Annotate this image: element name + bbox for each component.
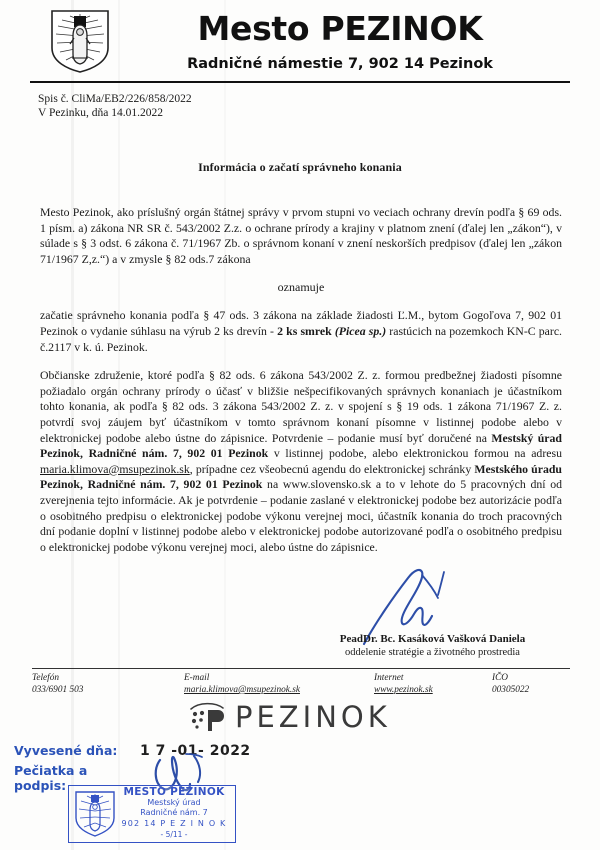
pezinok-wordmark: PEZINOK [235, 700, 391, 734]
reference-block [38, 92, 192, 120]
pezinok-brand-logo [185, 698, 391, 736]
footer-label-internet: Internet [374, 673, 404, 683]
document-body [40, 205, 562, 568]
footer-label-phone: Telefón [32, 673, 60, 683]
footer-label-ico: IČO [492, 673, 509, 683]
paragraph-proceeding-start [40, 308, 562, 355]
paragraph-legal-basis-text: Mesto Pezinok, ako príslušný orgán štátnej správy v prvom stupni vo veciach ochrany drevín podľa § 69 ods. 1 písm. a) zákona NR SR č. 543/2002 Z.z. o ochrane prírody a krajiny v platnom znení (ďalej len „zákon“), v súlade s § 3 odst. 6 zákona č. 71/1967 Zb. o správnom konaní v znení neskorších predpisov (ďalej len „zákon 71/1967 Z,z.“) a v zmysle § 82 ods.7 zákona [40, 205, 562, 266]
official-rubber-stamp [68, 785, 236, 843]
posting-stamp-label: Pečiatka a podpis: [14, 762, 88, 793]
contact-email-link[interactable]: maria.klimova@msupezinok.sk [40, 461, 190, 476]
organization-address: Radničné námestie 7, 902 14 Pezinok [187, 56, 493, 72]
association-text-a: Občianske združenie, ktoré podľa § 82 ods. 6 zákona 543/2002 Z. z. formou predbežnej žiadosti písomne požiadalo orgán ochrany prírody o účasť v bližšie nešpecifikovaných správnych konaniach je účastníkom tohto konania, ak podľa § 82 ods. 3 zákona 543/2002 Z. z. v spojení s § 19 ods. 1 zákona 71/1967 Z. z. potvrdí svoj záujem byť účastníkom v tomto správnom konaní písomne v listinnej podobe alebo v elektronickej podobe alebo ústne do zápisnice. Potvrdenie – podanie musí byť doručené na [40, 368, 562, 445]
stamp-line-street: Radničné nám. 7 [140, 808, 208, 818]
signer-department: oddelenie stratégie a životného prostredia [345, 647, 520, 658]
announcement-keyword: oznamuje [277, 280, 325, 295]
stamp-line-office: Mestský úrad [147, 797, 201, 807]
footer-value-internet[interactable]: www.pezinok.sk [374, 685, 433, 695]
association-text-d: na www.slovensko.sk a to v lehote do 5 pracovných dní od zverejnenia tejto informácie. Ak je potvrdenie – podanie zaslané v elektronickej podobe bez autorizácie podľa o osobitného predpisu o elektronickej podobe výkonu verejnej moci, účastník konania do troch pracovných dní podanie doplní v listinnej podobe alebo v elektronickej podobe autorizované podľa o osobitného predpisu o elektronickej podobe výkonu verejnej moci, alebo ústne do zápisnice. [40, 477, 563, 554]
stamp-line-city: MESTO PEZINOK [123, 786, 225, 799]
signer-name: PeadDr. Bc. Kasáková Vašková Daniela [339, 633, 526, 645]
letterhead-titles [120, 10, 560, 74]
tree-latin-name: (Picea sp.) [331, 323, 387, 338]
footer-column-ico [492, 672, 570, 696]
proceeding-text-b: rastúcich na pozemkoch KN-C parc. č.2117 v k. ú. Pezinok. [40, 323, 563, 354]
document-subject-title: Informácia o začatí správneho konania [198, 160, 402, 174]
place-and-date: V Pezinku, dňa 14.01.2022 [38, 107, 164, 119]
pezinok-coat-of-arms-icon [48, 8, 112, 74]
stamp-coat-of-arms-icon [73, 790, 117, 838]
office-address-electronic: Mestského úradu Pezinok, Radničné nám. 7, 902 01 Pezinok [40, 461, 562, 492]
file-number: Spis č. CliMa/EB2/226/858/2022 [38, 93, 192, 105]
tree-count-species: 2 ks smrek [277, 323, 332, 338]
association-text-c: , prípadne cez všeobecnú agendu do elektronickej schránky [189, 461, 475, 476]
footer-column-internet [374, 672, 492, 696]
footer-column-phone [32, 672, 184, 696]
paragraph-legal-basis [40, 205, 562, 267]
proceeding-text-a: začatie správneho konania podľa § 47 ods. 3 zákona na základe žiadosti Ľ.M., bytom Gogoľova 7, 902 01 Pezinok o vydanie súhlasu na výrub 2 ks drevín - [40, 308, 562, 338]
posting-date-value: 1 7 -01- 2022 [140, 742, 251, 759]
header-divider [30, 81, 570, 83]
footer-column-email [184, 672, 374, 696]
letterhead-header [0, 0, 600, 84]
footer-value-ico: 00305022 [492, 685, 530, 695]
stamp-line-number: - 5/11 - [160, 830, 188, 840]
footer-value-phone: 033/6901 503 [32, 685, 84, 695]
footer-contacts [32, 672, 570, 696]
pezinok-p-logo-icon [185, 700, 229, 734]
footer-divider [32, 668, 570, 669]
footer-label-email: E-mail [184, 673, 210, 683]
stamp-line-postal: 902 14 P E Z I N O K [121, 818, 227, 828]
signature-block [300, 632, 565, 660]
office-address-postal: Mestský úrad Pezinok, Radničné nám. 7, 902 01 Pezinok [40, 430, 562, 461]
organization-title: Mesto PEZINOK [197, 9, 483, 48]
footer-value-email[interactable]: maria.klimova@msupezinok.sk [184, 685, 300, 695]
stamp-text-block [117, 787, 231, 841]
posting-date-label: Vyvesené dňa: [14, 743, 118, 758]
paragraph-association-participation [40, 368, 562, 555]
association-text-b: v listinnej podobe, alebo elektronickou formou na adresu [268, 446, 562, 461]
